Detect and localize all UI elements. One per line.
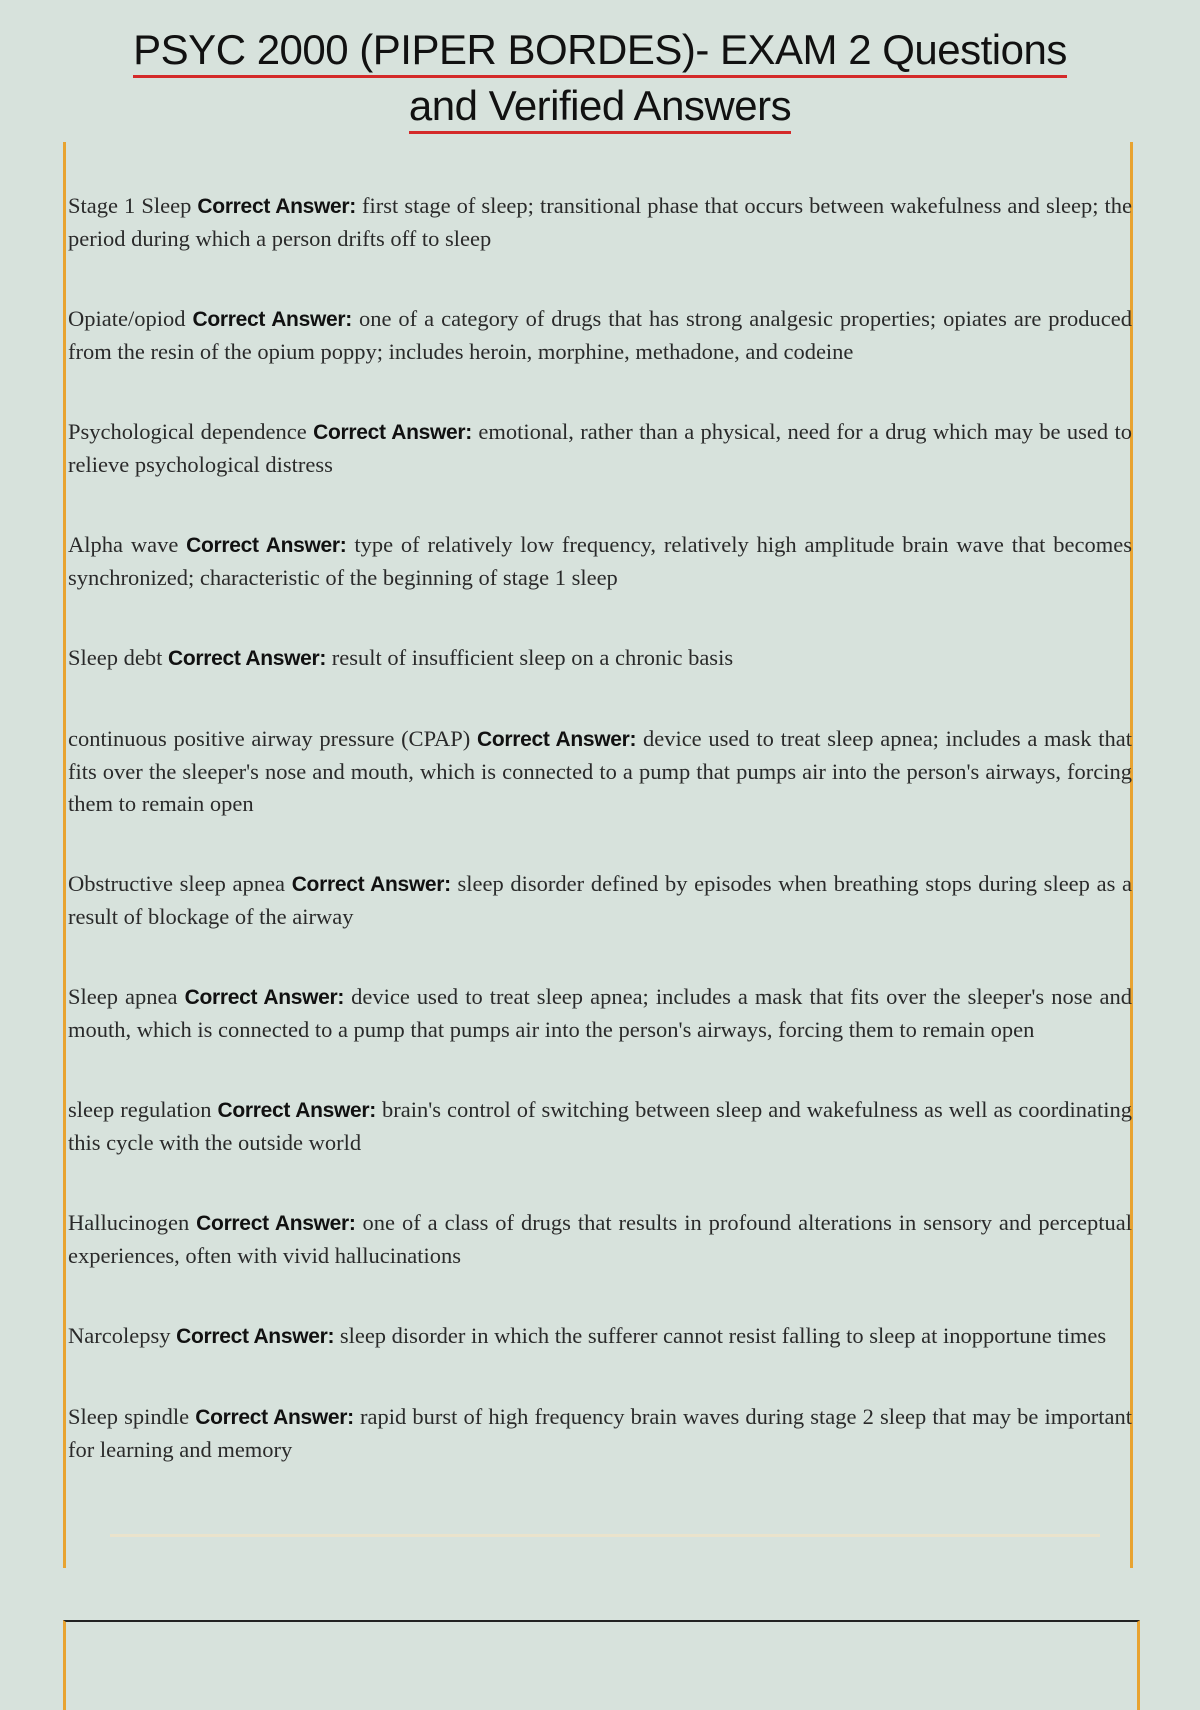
qa-entry: [68, 416, 1132, 481]
qa-entry: [68, 1320, 1132, 1353]
qa-definition: sleep disorder defined by episodes when breathing stops during sleep as a result of blockage of the airway: [68, 871, 1132, 929]
qa-entry: [68, 1207, 1132, 1272]
qa-term: Stage 1 Sleep: [68, 193, 192, 218]
correct-answer-label: Correct Answer:: [217, 1099, 376, 1122]
qa-term: Sleep apnea: [68, 984, 178, 1009]
qa-definition: one of a class of drugs that results in profound alterations in sensory and perceptual experiences, often with vivid hallucinations: [68, 1210, 1133, 1268]
qa-entry: [68, 868, 1132, 933]
qa-entry: [68, 981, 1132, 1046]
correct-answer-label: Correct Answer:: [291, 873, 451, 896]
qa-definition: device used to treat sleep apnea; includes a mask that fits over the sleeper's nose and mouth, which is connected to a pump that pumps air into the person's airways, forcing them to remain open: [68, 726, 1133, 816]
qa-definition: type of relatively low frequency, relatively high amplitude brain wave that becomes synchronized; characteristic of the beginning of stage 1 sleep: [68, 532, 1132, 590]
qa-definition: first stage of sleep; transitional phase that occurs between wakefulness and sleep; the period during which a person drifts off to sleep: [68, 193, 1133, 251]
qa-entry: [68, 642, 1132, 675]
qa-definition: rapid burst of high frequency brain waves during stage 2 sleep that may be important for learning and memory: [68, 1404, 1133, 1462]
correct-answer-label: Correct Answer:: [176, 1325, 335, 1348]
qa-term: continuous positive airway pressure (CPAP): [68, 726, 471, 751]
qa-entry: [68, 190, 1132, 255]
qa-definition: emotional, rather than a physical, need for a drug which may be used to relieve psychological distress: [68, 419, 1132, 477]
correct-answer-label: Correct Answer:: [184, 986, 345, 1009]
qa-definition: device used to treat sleep apnea; includes a mask that fits over the sleeper's nose and mouth, which is connected to a pump that pumps air into the person's airways, forcing them to remain open: [68, 984, 1133, 1042]
qa-definition: result of insufficient sleep on a chronic basis: [331, 645, 734, 670]
qa-term: Sleep spindle: [68, 1404, 190, 1429]
qa-term: Sleep debt: [68, 645, 163, 670]
qa-entry: [68, 529, 1132, 594]
qa-term: Alpha wave: [68, 532, 179, 557]
qa-definition: brain's control of switching between sleep and wakefulness as well as coordinating this cycle with the outside world: [68, 1097, 1132, 1155]
page-title: [40, 22, 1160, 134]
qa-term: Psychological dependence: [68, 419, 307, 444]
qa-entry: [68, 1401, 1132, 1466]
correct-answer-label: Correct Answer:: [195, 1406, 354, 1429]
qa-entry: [68, 1094, 1132, 1159]
section-divider: [110, 1534, 1100, 1537]
correct-answer-label: Correct Answer:: [186, 534, 347, 557]
qa-term: sleep regulation: [68, 1097, 212, 1122]
page-title-line-1: PSYC 2000 (PIPER BORDES)- EXAM 2 Questions: [133, 25, 1067, 78]
qa-definition: one of a category of drugs that has strong analgesic properties; opiates are produced from the resin of the opium poppy; includes heroin, morphine, methadone, and codeine: [68, 306, 1133, 364]
qa-list: [68, 190, 1132, 1514]
correct-answer-label: Correct Answer:: [167, 647, 327, 670]
page-title-line-2: and Verified Answers: [409, 81, 791, 134]
next-page-frame: [63, 1620, 1140, 1710]
correct-answer-label: Correct Answer:: [313, 421, 472, 444]
correct-answer-label: Correct Answer:: [477, 728, 637, 751]
qa-definition: sleep disorder in which the sufferer cannot resist falling to sleep at inopportune times: [339, 1323, 1107, 1348]
qa-term: Narcolepsy: [68, 1323, 171, 1348]
qa-term: Hallucinogen: [68, 1210, 190, 1235]
qa-entry: [68, 303, 1132, 368]
qa-entry: [68, 723, 1132, 820]
correct-answer-label: Correct Answer:: [196, 1212, 356, 1235]
qa-term: Obstructive sleep apnea: [68, 871, 286, 896]
correct-answer-label: Correct Answer:: [197, 195, 356, 218]
correct-answer-label: Correct Answer:: [192, 308, 352, 331]
qa-term: Opiate/opiod: [68, 306, 186, 331]
